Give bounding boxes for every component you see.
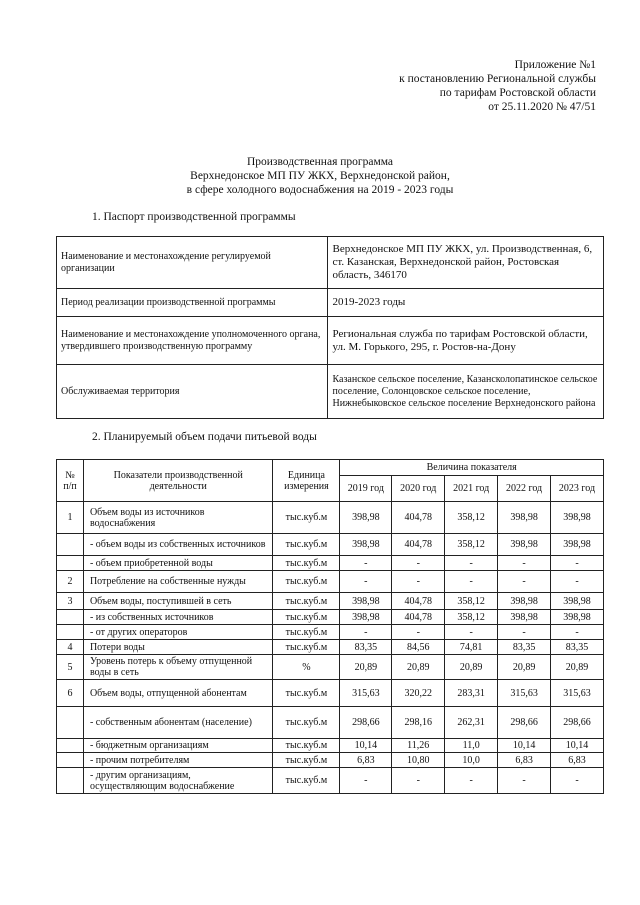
row-value: -	[445, 768, 498, 794]
row-indicator: - объем воды из собственных источников	[83, 534, 273, 556]
table-row	[57, 625, 604, 640]
section-heading-passport: 1. Паспорт производственной программы	[92, 211, 296, 223]
row-value: 398,98	[498, 534, 551, 556]
row-value: 404,78	[392, 593, 445, 610]
appendix-line: к постановлению Региональной службы	[399, 73, 596, 85]
row-value: 298,16	[392, 707, 445, 739]
row-value: 315,63	[551, 680, 604, 707]
passport-value: Казанское сельское поселение, Казансколопатинское сельское поселение, Солонцовское сельское поселение, Нижнебыковское сельское поселение Верхнедонского района	[328, 365, 604, 419]
row-value: 20,89	[445, 655, 498, 680]
row-value: 320,22	[392, 680, 445, 707]
row-value: 404,78	[392, 534, 445, 556]
row-num	[57, 625, 84, 640]
table-row	[57, 237, 604, 289]
table-row	[57, 534, 604, 556]
row-value: 6,83	[498, 753, 551, 768]
row-value: -	[551, 571, 604, 593]
row-value: 398,98	[551, 502, 604, 534]
row-value: 11,26	[392, 739, 445, 753]
table-row	[57, 365, 604, 419]
row-value: -	[445, 625, 498, 640]
row-value: 358,12	[445, 610, 498, 625]
row-indicator: - прочим потребителям	[83, 753, 273, 768]
row-unit: тыс.куб.м	[273, 534, 340, 556]
year-header: 2021 год	[445, 476, 498, 502]
table-row	[57, 593, 604, 610]
volume-table	[56, 459, 604, 794]
row-num: 2	[57, 571, 84, 593]
row-unit: тыс.куб.м	[273, 753, 340, 768]
row-indicator: Объем воды, отпущенной абонентам	[83, 680, 273, 707]
row-unit: тыс.куб.м	[273, 768, 340, 794]
appendix-line: от 25.11.2020 № 47/51	[488, 101, 596, 113]
row-indicator: - бюджетным организациям	[83, 739, 273, 753]
row-indicator: - из собственных источников	[83, 610, 273, 625]
row-indicator: Объем воды из источников водоснабжения	[83, 502, 273, 534]
table-row	[57, 610, 604, 625]
row-num: 3	[57, 593, 84, 610]
row-value: -	[340, 625, 392, 640]
row-indicator: Объем воды, поступившей в сеть	[83, 593, 273, 610]
row-value: -	[445, 556, 498, 571]
row-value: -	[498, 556, 551, 571]
appendix-block	[399, 58, 596, 114]
row-value: 20,89	[498, 655, 551, 680]
row-value: 10,0	[445, 753, 498, 768]
table-row	[57, 739, 604, 753]
document-title	[0, 155, 640, 197]
row-value: -	[392, 556, 445, 571]
row-value: 358,12	[445, 593, 498, 610]
row-value: 74,81	[445, 640, 498, 655]
section-heading-volume: 2. Планируемый объем подачи питьевой воды	[92, 431, 317, 443]
row-value: -	[340, 571, 392, 593]
header-row	[57, 460, 604, 476]
row-indicator: Потребление на собственные нужды	[83, 571, 273, 593]
passport-label: Период реализации производственной программы	[57, 289, 328, 317]
row-num	[57, 707, 84, 739]
row-num: 4	[57, 640, 84, 655]
title-line: в сфере холодного водоснабжения на 2019 - 2023 годы	[186, 184, 454, 196]
row-value: 298,66	[498, 707, 551, 739]
row-value: 10,14	[340, 739, 392, 753]
row-value: 404,78	[392, 610, 445, 625]
row-value: -	[340, 556, 392, 571]
row-value: 20,89	[392, 655, 445, 680]
row-value: 398,98	[498, 610, 551, 625]
table-row	[57, 571, 604, 593]
volume-body	[57, 502, 604, 794]
row-value: 83,35	[551, 640, 604, 655]
row-indicator: - другим организациям, осуществляющим водоснабжение	[83, 768, 273, 794]
row-value: -	[498, 571, 551, 593]
passport-value: Региональная служба по тарифам Ростовской области, ул. М. Горького, 295, г. Ростов-на-Дону	[328, 317, 604, 365]
table-row	[57, 753, 604, 768]
row-num	[57, 610, 84, 625]
row-unit: тыс.куб.м	[273, 680, 340, 707]
row-value: -	[551, 556, 604, 571]
table-row	[57, 680, 604, 707]
row-num	[57, 534, 84, 556]
row-value: -	[392, 571, 445, 593]
passport-value: Верхнедонское МП ПУ ЖКХ, ул. Производственная, 6, ст. Казанская, Верхнедонской район, Ростовская область, 346170	[328, 237, 604, 289]
row-value: -	[551, 625, 604, 640]
row-value: 83,35	[340, 640, 392, 655]
table-row	[57, 289, 604, 317]
row-value: 298,66	[340, 707, 392, 739]
row-unit: тыс.куб.м	[273, 625, 340, 640]
row-value: 10,80	[392, 753, 445, 768]
row-value: 20,89	[551, 655, 604, 680]
row-value: 358,12	[445, 534, 498, 556]
row-value: 6,83	[340, 753, 392, 768]
row-unit: тыс.куб.м	[273, 707, 340, 739]
row-value: 6,83	[551, 753, 604, 768]
row-unit: тыс.куб.м	[273, 739, 340, 753]
table-row	[57, 502, 604, 534]
row-value: 398,98	[498, 502, 551, 534]
year-header: 2019 год	[340, 476, 392, 502]
table-row	[57, 317, 604, 365]
passport-label: Обслуживаемая территория	[57, 365, 328, 419]
passport-table	[56, 236, 604, 419]
passport-label: Наименование и местонахождение уполномоченного органа, утвердившего производственную программу	[57, 317, 328, 365]
row-value: 11,0	[445, 739, 498, 753]
row-value: 398,98	[340, 610, 392, 625]
row-value: 398,98	[551, 593, 604, 610]
row-value: 262,31	[445, 707, 498, 739]
row-value: -	[498, 768, 551, 794]
appendix-line: Приложение №1	[514, 59, 596, 71]
row-value: 20,89	[340, 655, 392, 680]
table-row	[57, 768, 604, 794]
row-num: 5	[57, 655, 84, 680]
title-line: Верхнедонское МП ПУ ЖКХ, Верхнедонской район,	[190, 170, 450, 182]
row-value: 84,56	[392, 640, 445, 655]
row-unit: %	[273, 655, 340, 680]
row-unit: тыс.куб.м	[273, 556, 340, 571]
year-header: 2020 год	[392, 476, 445, 502]
passport-label: Наименование и местонахождение регулируемой организации	[57, 237, 328, 289]
row-value: 315,63	[498, 680, 551, 707]
title-line: Производственная программа	[246, 156, 394, 168]
row-value: 283,31	[445, 680, 498, 707]
row-value: 10,14	[551, 739, 604, 753]
row-value: 398,98	[340, 534, 392, 556]
row-value: 315,63	[340, 680, 392, 707]
row-unit: тыс.куб.м	[273, 640, 340, 655]
row-value: -	[392, 625, 445, 640]
row-value: 398,98	[340, 502, 392, 534]
year-header: 2022 год	[498, 476, 551, 502]
row-value: 404,78	[392, 502, 445, 534]
row-num: 1	[57, 502, 84, 534]
table-row	[57, 655, 604, 680]
header-num: № п/п	[57, 460, 84, 502]
header-unit: Единица измерения	[273, 460, 340, 502]
table-row	[57, 707, 604, 739]
row-value: -	[392, 768, 445, 794]
row-value: -	[445, 571, 498, 593]
row-indicator: - от других операторов	[83, 625, 273, 640]
row-unit: тыс.куб.м	[273, 610, 340, 625]
row-num	[57, 739, 84, 753]
row-num	[57, 753, 84, 768]
row-value: 298,66	[551, 707, 604, 739]
row-indicator: Потери воды	[83, 640, 273, 655]
appendix-line: по тарифам Ростовской области	[439, 87, 596, 99]
row-unit: тыс.куб.м	[273, 502, 340, 534]
header-value: Величина показателя	[340, 460, 604, 476]
row-unit: тыс.куб.м	[273, 593, 340, 610]
row-value: 398,98	[551, 610, 604, 625]
row-indicator: - собственным абонентам (население)	[83, 707, 273, 739]
year-header: 2023 год	[551, 476, 604, 502]
row-value: 358,12	[445, 502, 498, 534]
row-value: 10,14	[498, 739, 551, 753]
row-num: 6	[57, 680, 84, 707]
row-value: 398,98	[551, 534, 604, 556]
row-value: 398,98	[340, 593, 392, 610]
row-num	[57, 556, 84, 571]
row-value: -	[551, 768, 604, 794]
table-row	[57, 640, 604, 655]
row-value: -	[498, 625, 551, 640]
row-num	[57, 768, 84, 794]
row-indicator: - объем приобретенной воды	[83, 556, 273, 571]
header-indicator: Показатели производственной деятельности	[83, 460, 273, 502]
table-row	[57, 556, 604, 571]
row-value: 83,35	[498, 640, 551, 655]
row-unit: тыс.куб.м	[273, 571, 340, 593]
row-value: 398,98	[498, 593, 551, 610]
row-indicator: Уровень потерь к объему отпущенной воды в сеть	[83, 655, 273, 680]
passport-value: 2019-2023 годы	[328, 289, 604, 317]
row-value: -	[340, 768, 392, 794]
